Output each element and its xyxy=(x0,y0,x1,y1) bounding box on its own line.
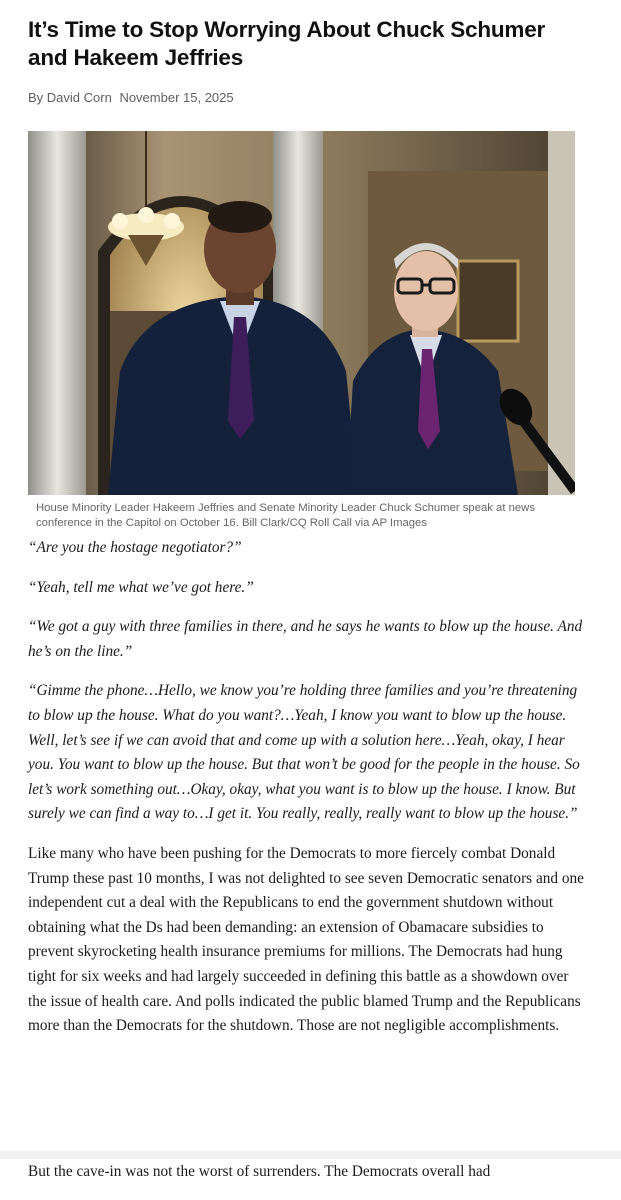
byline xyxy=(28,90,234,105)
dialogue-quote: “We got a guy with three families in there, and he says he wants to blow up the house. And he’s on the line.” xyxy=(28,618,583,660)
body-paragraph: Like many who have been pushing for the Democrats to more fiercely combat Donald Trump these past 10 months, I was not delighted to see seven Democratic senators and one independent cut a deal with the Republicans to end the government shutdown without obtaining what the Ds had been demanding: an extension of Obamacare subsidies to prevent skyrocketing health insurance premiums for millions. The Democrats had hung tight for six weeks and had largely succeeded in defining this battle as a showdown over the issue of health care. And polls indicated the public blamed Trump and the Republicans more than the Democrats for the shutdown. Those are not negligible accomplishments. xyxy=(28,844,584,1035)
body-paragraph: But the cave-in was not the worst of surrenders. The Democrats overall had xyxy=(28,1163,491,1180)
lead-photo xyxy=(28,131,575,495)
dialogue-quote: “Yeah, tell me what we’ve got here.” xyxy=(28,578,254,596)
article-headline: It’s Time to Stop Worrying About Chuck Schumer and Hakeem Jeffries xyxy=(28,17,546,70)
photo-caption: House Minority Leader Hakeem Jeffries and Senate Minority Leader Chuck Schumer speak at news conference in the Capitol on October 16. Bill Clark/CQ Roll Call via AP Images xyxy=(36,502,535,529)
dialogue-quote: “Are you the hostage negotiator?” xyxy=(28,539,242,556)
author-name[interactable]: By David Corn xyxy=(28,90,112,105)
section-divider xyxy=(0,1151,621,1159)
publish-date: November 15, 2025 xyxy=(119,90,234,105)
dialogue-quote: “Gimme the phone…Hello, we know you’re holding three families and you’re threatening to blow up the house. What do you want?…Yeah, I know you want to blow up the house. Well, let’s see if we can avoid that and come up with a solution here…Yeah, okay, I hear you. You want to blow up the house. But that won’t be good for the people in the house. So let’s work something out…Okay, okay, what you want is to blow up the house. I know. But surely we can find a way to…I get it. You really, really, really want to blow up the house.” xyxy=(28,682,580,823)
article-body xyxy=(28,536,584,1051)
photo-illustration xyxy=(28,131,575,495)
